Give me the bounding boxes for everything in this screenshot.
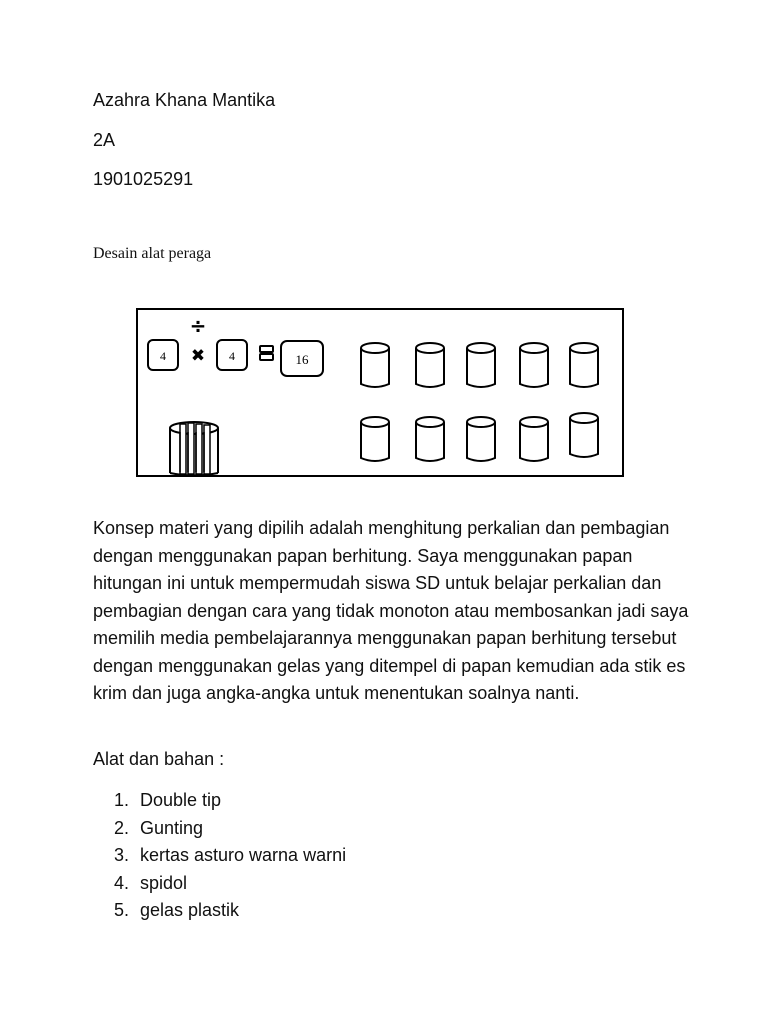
equals-icon [260,346,273,360]
student-id: 1901025291 [93,169,194,189]
list-item [114,842,346,870]
list-item [114,787,346,815]
multiply-icon: ✖ [190,346,206,366]
tools-list [114,787,346,925]
plastic-cup [570,343,598,387]
list-item [114,870,346,898]
plastic-cup [416,417,444,461]
divide-icon: ÷ [189,314,207,338]
list-item-label: Double tip [140,790,222,810]
list-item-label: Gunting [140,817,204,838]
list-item-label: kertas asturo warna warni [140,845,347,865]
plastic-cup [570,413,598,457]
tools-title: Alat dan bahan : [93,749,225,769]
plastic-cup [520,343,548,387]
author-name: Azahra Khana Mantika [93,90,276,110]
plastic-cup [520,417,548,461]
cup-row-bottom [361,413,598,461]
result-number: 16 [295,352,309,367]
number-left: 4 [160,349,166,363]
teaching-aid-diagram [136,308,626,480]
number-right: 4 [229,349,235,363]
list-item-label: spidol [140,872,188,893]
plastic-cup [416,343,444,387]
list-item [114,897,346,925]
plastic-cup [361,343,389,387]
plastic-cup [467,417,495,461]
plastic-cup [467,343,495,387]
list-number: 2. [114,817,130,838]
list-number: 3. [114,845,130,865]
class-label: 2A [93,130,116,150]
list-number: 4. [114,872,130,893]
ice-cream-sticks-holder [170,422,218,476]
list-item [114,815,346,843]
cup-row-top [361,343,598,387]
plastic-cup [361,417,389,461]
list-number: 1. [114,790,130,810]
concept-paragraph: Konsep materi yang dipilih adalah menghitung perkalian dan pembagian dengan menggunakan papan berhitung. Saya menggunakan papan hitungan ini untuk mempermudah siswa SD untuk belajar perkalian dan pembagian dengan cara yang tidak monoton atau membosankan jadi saya memilih media pembelajarannya menggunakan papan berhitung tersebut dengan menggunakan gelas yang ditempel di papan kemudian ada stik es krim dan juga angka-angka untuk menentukan soalnya nanti. [93,518,689,703]
list-item-label: gelas plastik [140,900,240,920]
section-title: Desain alat peraga [93,245,212,262]
list-number: 5. [114,900,130,920]
